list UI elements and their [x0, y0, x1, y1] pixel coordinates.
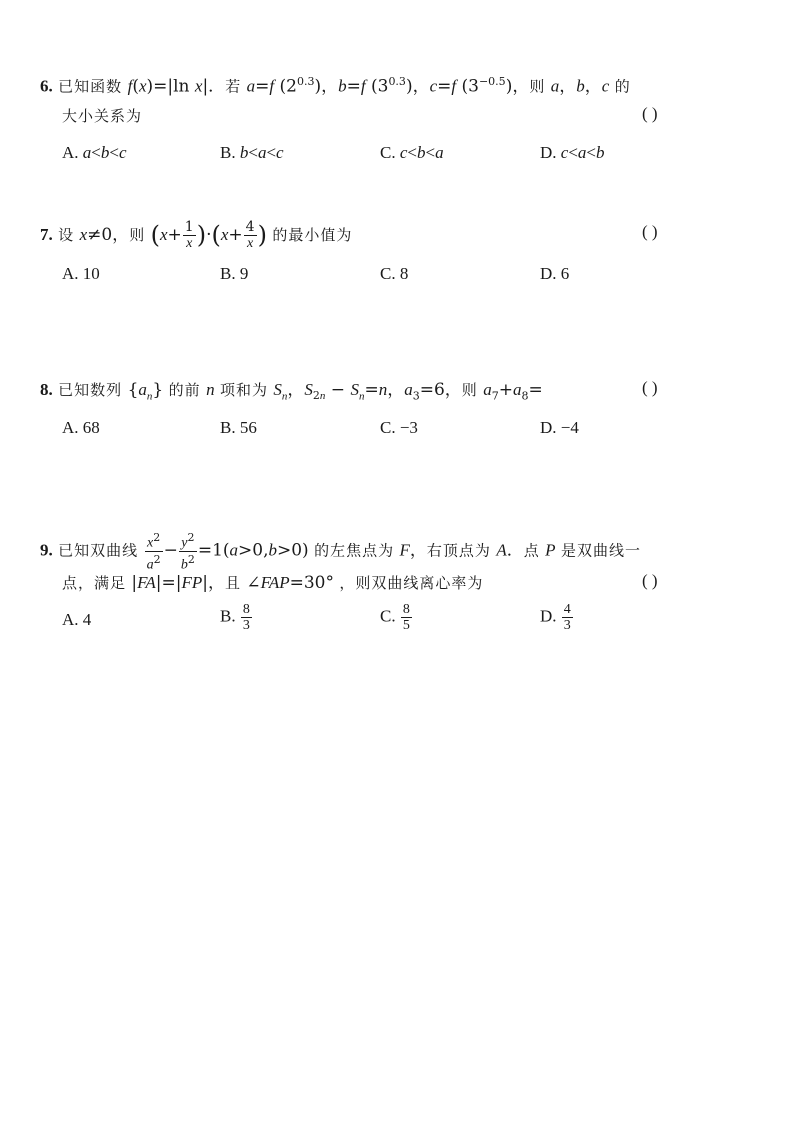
question-text: 已知双曲线: [58, 541, 139, 560]
question-9-line-2: 点，满足 |FA|=|FP|，且 ∠FAP=30° ，则双曲线离心率为: [62, 573, 484, 593]
question-9-line-1: 9. 已知双曲线 $\frac{x^2}{a^2}$ − $\frac{y^2}{b^2}$ =1(a>0,b>0) 的左焦点为 F，右顶点为 A．点 P 是双曲线一: [40, 531, 641, 573]
option-a: A. a<b<c: [62, 143, 127, 162]
option-b: B. 56: [220, 418, 257, 437]
option-c: C. c<b<a: [380, 143, 444, 162]
question-8-line-1: 8. 已知数列 $\{a_n\}$ 的前 n 项和为 $S_n$，$S_{2n} - S_n=n$，$a_3=6$，则 $a_7+a_8=$: [40, 380, 543, 403]
question-text: 已知数列: [58, 381, 123, 399]
question-7-line-1: 7. 设 x≠0，则 (x+ $\frac{1}{x}$ )·(x+ $\frac{4}{x}$ ) 的最小值为: [40, 219, 353, 251]
option-b: B. b<a<c: [220, 143, 284, 162]
option-d: D. c<a<b: [540, 143, 605, 162]
option-d: D. $\frac{4}{3}$: [540, 602, 571, 633]
question-text: 点，满足: [62, 574, 127, 592]
option-c: C. $\frac{8}{5}$: [380, 602, 410, 633]
question-number: 8.: [40, 380, 53, 399]
option-c: C. −3: [380, 418, 418, 437]
answer-bracket: ( ): [642, 104, 658, 123]
option-b: B. $\frac{8}{3}$: [220, 602, 250, 633]
option-a: A. 10: [62, 264, 100, 283]
option-b: B. 9: [220, 264, 249, 283]
answer-bracket: ( ): [642, 222, 658, 241]
question-text: 大小关系为: [62, 107, 143, 125]
question-6-line-2: [62, 104, 142, 128]
option-c: C. 8: [380, 264, 409, 283]
answer-bracket: ( ): [642, 571, 658, 590]
option-a: A. 68: [62, 418, 100, 437]
question-text: 设: [58, 226, 75, 244]
option-a: A. 4: [62, 610, 92, 629]
question-text: 的最小值为: [272, 226, 353, 244]
option-d: D. −4: [540, 418, 579, 437]
question-number: 9.: [40, 540, 53, 560]
question-6-line-1: 6. 已知函数 f(x)=|ln x|．若 a=f $(2^{0.3})$，b=f $(3^{0.3})$，c=f $(3^{-0.5})$，则 a，b，c 的: [40, 75, 631, 97]
question-text: 已知函数: [58, 77, 123, 96]
question-number: 6.: [40, 76, 53, 96]
option-d: D. 6: [540, 264, 570, 283]
answer-bracket: ( ): [642, 378, 658, 397]
question-number: 7.: [40, 225, 53, 244]
